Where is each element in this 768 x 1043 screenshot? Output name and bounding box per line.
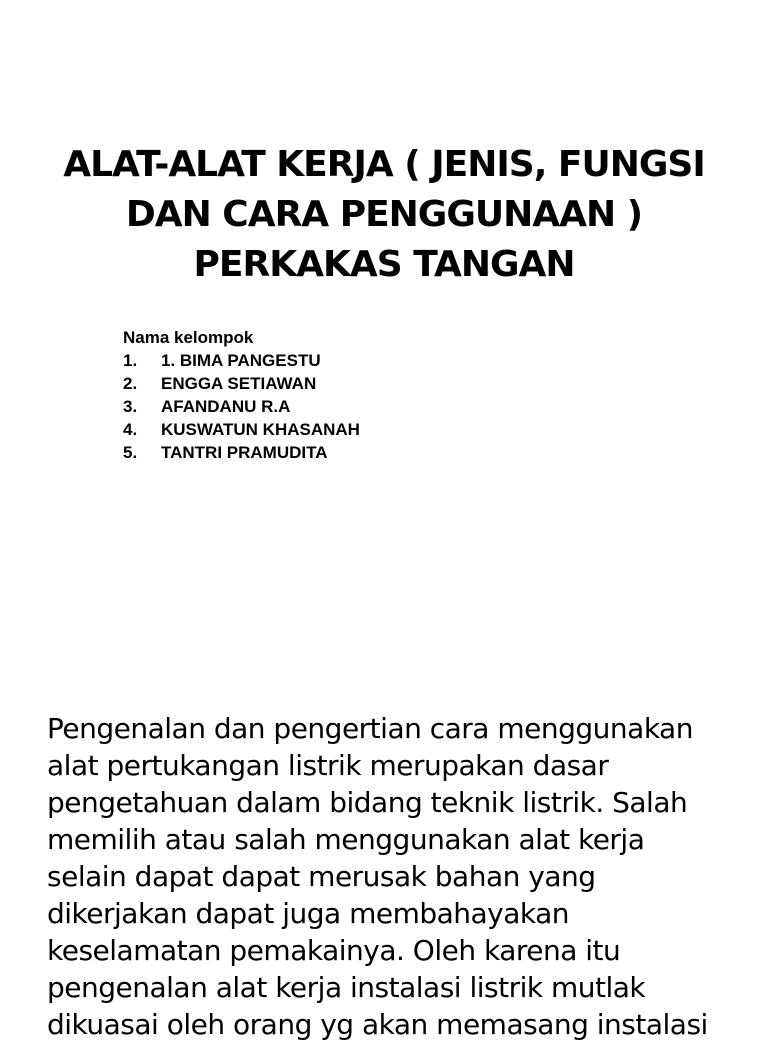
members-label: Nama kelompok <box>123 328 254 347</box>
group-members <box>123 326 360 464</box>
member-name: KUSWATUN KHASANAH <box>161 420 360 439</box>
item-number: 5. <box>123 443 138 462</box>
list-item <box>123 441 360 464</box>
list-item <box>123 372 360 395</box>
paragraph-line: pengetahuan dalam bidang teknik listrik. Salah <box>47 786 688 819</box>
member-name: TANTRI PRAMUDITA <box>161 443 328 462</box>
members-list <box>123 349 360 464</box>
paragraph-line: memilih atau salah menggunakan alat kerja <box>47 823 645 856</box>
title-line: DAN CARA PENGGUNAAN ) <box>125 194 643 235</box>
paragraph-line: pengenalan alat kerja instalasi listrik mutlak <box>47 971 646 1004</box>
body-paragraph <box>47 710 747 1043</box>
paragraph-line: Pengenalan dan pengertian cara menggunakan <box>47 712 693 745</box>
member-name: AFANDANU R.A <box>161 397 291 416</box>
list-item <box>123 418 360 441</box>
slide-title <box>0 140 768 290</box>
member-name: 1. BIMA PANGESTU <box>161 351 321 370</box>
member-name: ENGGA SETIAWAN <box>161 374 317 393</box>
title-line: ALAT-ALAT KERJA ( JENIS, FUNGSI <box>63 144 705 185</box>
paragraph-line: alat pertukangan listrik merupakan dasar <box>47 749 609 782</box>
list-item <box>123 395 360 418</box>
item-number: 1. <box>123 351 138 370</box>
item-number: 3. <box>123 397 138 416</box>
paragraph-line: keselamatan pemakainya. Oleh karena itu <box>47 934 621 967</box>
item-number: 4. <box>123 420 138 439</box>
content-slide <box>0 700 768 1041</box>
paragraph-line: dikuasai oleh orang yg akan memasang instalasi <box>47 1008 708 1041</box>
list-item <box>123 349 360 372</box>
item-number: 2. <box>123 374 138 393</box>
title-line: PERKAKAS TANGAN <box>193 244 575 285</box>
paragraph-line: dikerjakan dapat juga membahayakan <box>47 897 570 930</box>
paragraph-line: selain dapat dapat merusak bahan yang <box>47 860 596 893</box>
